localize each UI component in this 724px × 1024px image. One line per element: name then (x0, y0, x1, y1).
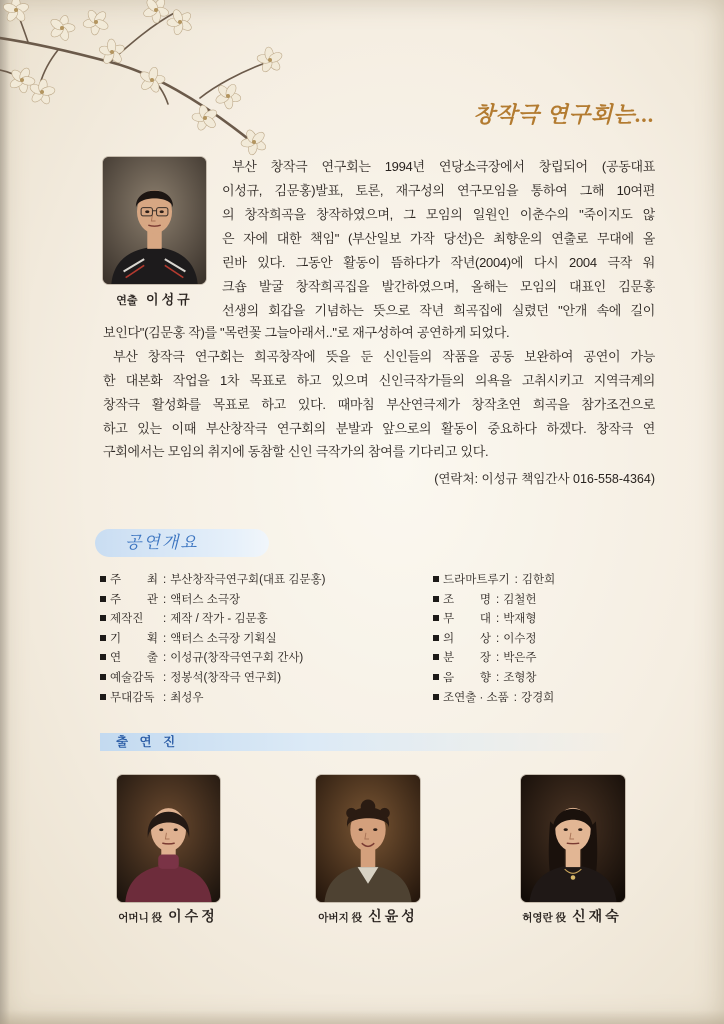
overview-value: 정봉석(창작극 연구회) (170, 671, 282, 684)
cast-photo-father (316, 775, 420, 902)
overview-item (100, 669, 325, 689)
overview-separator: : (163, 574, 167, 586)
magnolia-flower (49, 14, 75, 41)
director-photo (103, 157, 206, 284)
body-text-line: 은 자에 대한 책임" (부산일보 가작 당선)은 최향운의 연출로 무대에 올 (222, 231, 655, 246)
overview-item (433, 689, 555, 709)
overview-value: 부산창작극연구회(대표 김문홍) (170, 574, 326, 586)
overview-separator: : (496, 613, 500, 626)
bullet-square-icon (100, 674, 106, 680)
overview-label: 무대감독 (110, 691, 155, 704)
magnolia-flower (142, 0, 169, 23)
bullet-square-icon (100, 694, 106, 700)
overview-label: 드라마트루기 (443, 574, 510, 586)
bullet-square-icon (433, 635, 439, 641)
overview-label: 조 명 (443, 593, 491, 606)
cast-role: 어머니 役 (118, 912, 163, 924)
overview-separator: : (163, 652, 167, 665)
body-text-line: 부산 창작극 연구회는 1994년 연당소극장에서 창립되어 (공동대표 (232, 159, 655, 174)
director-name: 이성규 (146, 292, 193, 307)
overview-value: 액터스 소극장 (170, 593, 241, 606)
overview-label: 제작진 (110, 613, 144, 626)
bullet-square-icon (433, 654, 439, 660)
magnolia-flower (167, 8, 193, 35)
portrait-illustration (521, 775, 625, 902)
cast-role: 허영란 役 (522, 912, 567, 924)
overview-value: 김철헌 (503, 593, 537, 606)
overview-item (433, 571, 555, 591)
overview-item (433, 610, 555, 630)
overview-item (100, 591, 325, 611)
overview-separator: : (163, 691, 167, 704)
cast-photo-heoyeongran (521, 775, 625, 902)
cast-name: 이수정 (168, 908, 218, 924)
cast-caption (482, 904, 662, 928)
body-text-line: 부산 창작극 연구회는 희곡창작에 뜻을 둔 신인들의 작품을 공동 보완하여 공연이 가능 (113, 349, 655, 364)
bullet-square-icon (433, 615, 439, 621)
body-text-line: 의 창작희곡을 창작하였으며, 그 모임의 일원인 이춘수의 "죽이지도 않 (222, 207, 655, 222)
overview-label: 의 상 (443, 632, 491, 645)
portrait-illustration (103, 157, 206, 284)
overview-label: 기 획 (110, 632, 158, 645)
bullet-square-icon (100, 654, 106, 660)
director-caption (98, 289, 211, 311)
body-text-line: 크숍 발굴 창작희곡집을 발간하였으며, 올해는 모임의 대표인 김문홍 (222, 279, 655, 294)
magnolia-flower (2, 0, 29, 23)
overview-value: 제작 / 작가 - 김문홍 (170, 613, 268, 626)
bullet-square-icon (100, 635, 106, 641)
overview-value: 강경희 (520, 691, 555, 704)
magnolia-flower (256, 47, 283, 74)
overview-item (433, 669, 555, 689)
overview-label: 주 관 (110, 593, 158, 606)
cast-name: 신재숙 (572, 908, 622, 924)
overview-item (100, 630, 325, 650)
overview-label: 분 장 (443, 652, 491, 665)
overview-separator: : (163, 632, 167, 645)
body-text-line: 린바 있다. 그동안 활동이 뜸하다가 작년(2004)에 다시 2004 극작 워 (222, 255, 655, 270)
body-text-line: 보인다"(김문홍 작)를 "목련꽃 그늘아래서.."로 재구성하여 공연하게 되었다. (103, 325, 510, 340)
portrait-illustration (117, 775, 220, 902)
overview-label: 예술감독 (110, 671, 155, 684)
bullet-square-icon (433, 596, 439, 602)
bullet-square-icon (433, 576, 439, 582)
page-title: 창작극 연구회는... (473, 102, 655, 127)
bullet-square-icon (100, 576, 106, 582)
contact-info: (연락처: 이성규 책임간사 016-558-4364) (434, 472, 655, 486)
overview-label: 조연출 · 소품 (443, 691, 509, 704)
director-role: 연출 (116, 295, 138, 307)
magnolia-branch-illustration (0, 0, 300, 170)
overview-heading: 공연개요 (125, 533, 199, 552)
overview-separator: : (163, 671, 167, 684)
overview-item (100, 649, 325, 669)
cast-caption (78, 904, 258, 928)
bullet-square-icon (433, 694, 439, 700)
overview-separator: : (514, 574, 518, 586)
overview-separator: : (496, 652, 500, 665)
magnolia-flower (192, 104, 219, 131)
magnolia-flower (241, 128, 268, 155)
cast-name: 신윤성 (368, 908, 418, 924)
overview-list-right (433, 571, 555, 708)
overview-label: 음 향 (443, 671, 491, 684)
branch-stroke (40, 50, 58, 84)
overview-value: 액터스 소극장 기획실 (170, 632, 277, 645)
overview-value: 박은주 (503, 652, 537, 665)
bullet-square-icon (100, 615, 106, 621)
overview-item (100, 689, 325, 709)
overview-item (433, 649, 555, 669)
cast-role: 아버지 役 (318, 912, 363, 924)
overview-separator: : (163, 613, 167, 626)
overview-item (433, 630, 555, 650)
portrait-illustration (316, 775, 420, 902)
overview-list-left (100, 571, 325, 708)
overview-value: 최성우 (170, 691, 204, 704)
cast-caption (278, 904, 458, 928)
magnolia-flower (82, 9, 109, 36)
overview-separator: : (496, 593, 500, 606)
cast-photo-mother (117, 775, 220, 902)
overview-label: 무 대 (443, 613, 491, 626)
scan-edge-shadow-bottom (0, 1010, 724, 1024)
overview-separator: : (496, 632, 500, 645)
bullet-square-icon (433, 674, 439, 680)
bullet-square-icon (100, 596, 106, 602)
body-text-line: 구회에서는 모임의 취지에 동참할 신인 극작가의 참여를 기다리고 있다. (103, 444, 489, 459)
overview-separator: : (496, 671, 500, 684)
body-text-line: 이성규, 김문홍)발표, 토론, 재구성의 연구모임을 통하여 그해 10여편 (222, 183, 655, 198)
overview-label: 연 출 (110, 652, 158, 665)
body-text-line: 하고 있는 이때 부산창작극 연구회의 분발과 앞으로의 활동이 중요하다 하겠다. 창작극 연 (103, 421, 655, 436)
body-text-line: 한 대본화 작업을 1차 목표로 하고 있으며 신인극작가들의 의욕을 고취시키고 지역극계의 (103, 373, 655, 388)
body-text-line: 선생의 회갑을 기념하는 뜻으로 작년 희곡집에 실렸던 "안개 속에 길이 (222, 303, 655, 318)
overview-separator: : (163, 593, 167, 606)
overview-value: 이수정 (503, 632, 537, 645)
overview-value: 이성규(창작극연구회 간사) (170, 652, 304, 665)
cast-heading: 출 연 진 (116, 735, 180, 749)
body-text-line: 창작극 활성화를 목표로 하고 있다. 때마침 부산연극제가 창작초연 희곡을 참가조건으로 (103, 397, 655, 412)
overview-item (100, 610, 325, 630)
overview-separator: : (513, 691, 517, 704)
overview-value: 조형창 (503, 671, 537, 684)
overview-item (100, 571, 325, 591)
cast-heading-band (100, 733, 630, 751)
overview-value: 김한희 (521, 574, 556, 586)
overview-heading-badge (95, 529, 269, 557)
overview-item (433, 591, 555, 611)
magnolia-flower (214, 83, 241, 110)
overview-label: 주 최 (110, 574, 158, 586)
overview-value: 박재형 (503, 613, 537, 626)
